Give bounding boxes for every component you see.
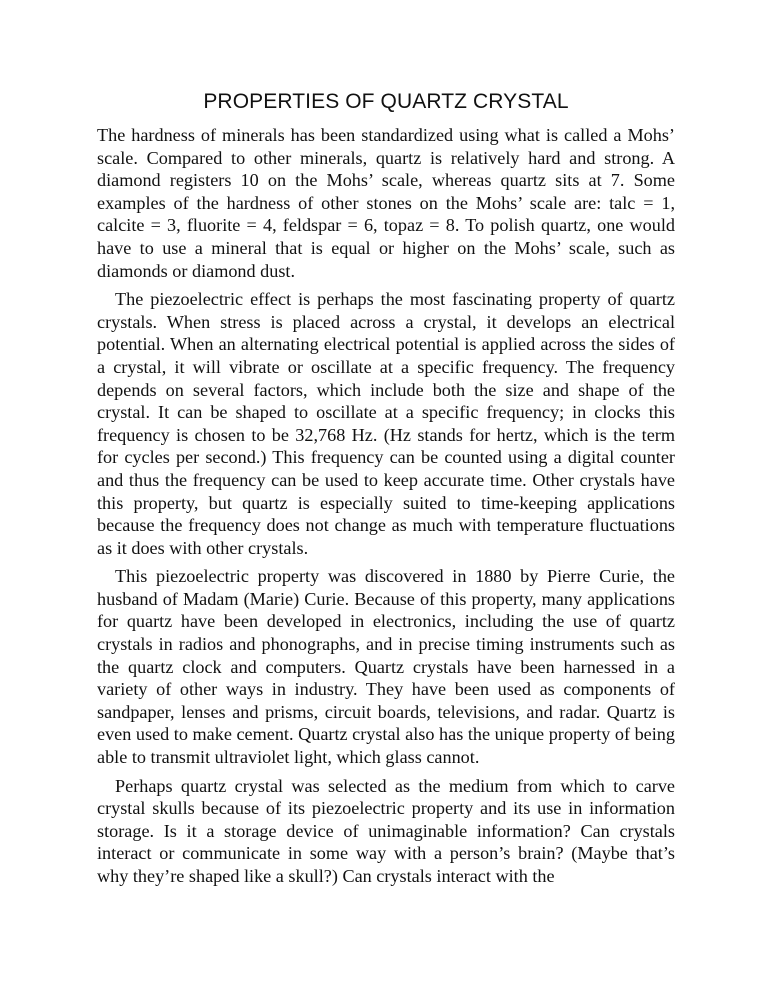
paragraph-crystal-skulls: Perhaps quartz crystal was selected as the medium from which to carve crystal skulls because of its piezoelectric property and its use in information storage. Is it a storage device of unimaginable information? Can crystals interact or communicate in some way with a person’s brain? (Maybe that’s why they’re shaped like a skull?) Can crystals interact with the (97, 775, 675, 886)
page-title: PROPERTIES OF QUARTZ CRYSTAL (203, 90, 569, 113)
paragraph-curie-discovery: This piezoelectric property was discovered in 1880 by Pierre Curie, the husband of Madam (Marie) Curie. Because of this property, many applications for quartz have been developed in electronics, including the use of quartz crystals in radios and phonographs, and in precise timing instruments such as the quartz clock and computers. Quartz crystals have been harnessed in a variety of other ways in industry. They have been used as components of sandpaper, lenses and prisms, circuit boards, televisions, and radar. Quartz is even used to make cement. Quartz crystal also has the unique property of being able to transmit ultraviolet light, which glass cannot. (97, 566, 675, 768)
paragraph-mohs-hardness: The hardness of minerals has been standardized using what is called a Mohs’ scale. Compared to other minerals, quartz is relatively hard and strong. A diamond registers 10 on the Mohs’ scale, whereas quartz sits at 7. Some examples of the hardness of other stones on the Mohs’ scale are: talc = 1, calcite = 3, fluorite = 4, feldspar = 6, topaz = 8. To polish quartz, one would have to use a mineral that is equal or higher on the Mohs’ scale, such as diamonds or diamond dust. (97, 125, 675, 281)
body-text (97, 124, 675, 894)
paragraph-piezoelectric-effect: The piezoelectric effect is perhaps the most fascinating property of quartz crystals. When stress is placed across a crystal, it develops an electrical potential. When an alternating electrical potential is applied across the sides of a crystal, it will vibrate or oscillate at a specific frequency. The frequency depends on several factors, which include both the size and shape of the crystal. It can be shaped to oscillate at a specific frequency; in clocks this frequency is chosen to be 32,768 Hz. (Hz stands for hertz, which is the term for cycles per second.) This frequency can be counted using a digital counter and thus the frequency can be used to keep accurate time. Other crystals have this property, but quartz is especially suited to time-keeping applications because the frequency does not change as much with temperature fluctuations as it does with other crystals. (97, 289, 675, 558)
